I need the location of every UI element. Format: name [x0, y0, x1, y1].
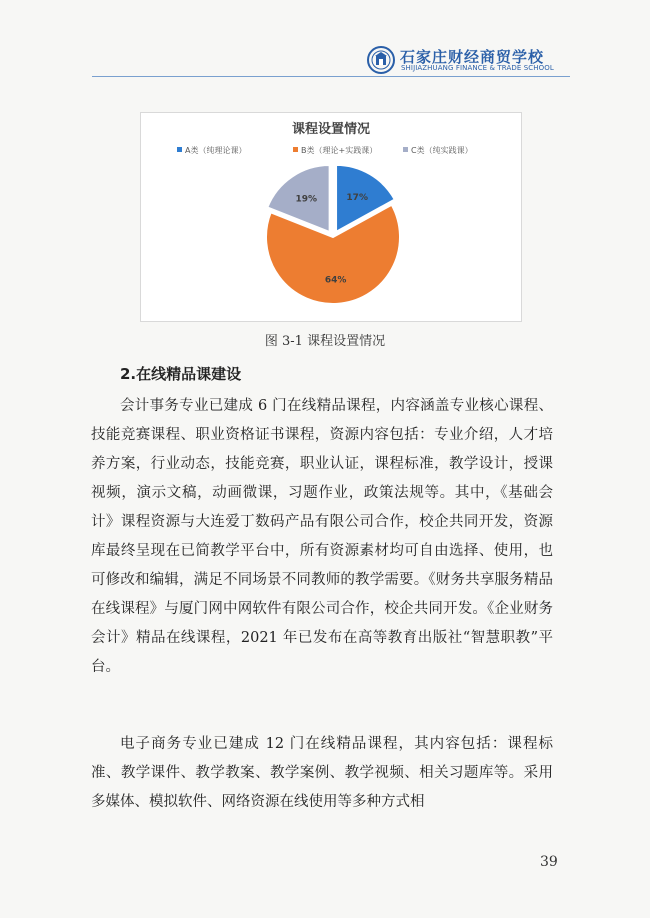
header-divider — [92, 76, 570, 77]
chart-title: 课程设置情况 — [291, 122, 371, 137]
legend-label: A类（纯理论课） — [185, 146, 247, 155]
legend-swatch — [403, 147, 408, 152]
slice-label: 64% — [324, 275, 347, 286]
slice-label: 17% — [346, 193, 368, 204]
school-name-cn: 石家庄财经商贸学校 — [400, 48, 545, 66]
legend-swatch — [293, 147, 298, 152]
slice-b-theory-practice — [266, 205, 400, 304]
legend-swatch — [177, 147, 182, 152]
slice-label: 19% — [295, 194, 318, 205]
legend-label: C类（纯实践课） — [411, 146, 473, 155]
page-number: 39 — [540, 854, 558, 870]
chart-legend — [177, 145, 473, 155]
school-logo-icon — [367, 46, 395, 74]
paragraph-accounting: 会计事务专业已建成 6 门在线精品课程，内容涵盖专业核心课程、技能竞赛课程、职业资格证书课程，资源内容包括：专业介绍，人才培养方案，行业动态，技能竞赛，职业认证，课程标准，教学设计，授课视频，演示文稿，动画微课，习题作业，政策法规等。其中，《基础会计》课程资源与大连爱丁数码产品有限公司合作，校企共同开发，资源库最终呈现在已简教学平台中，所有资源素材均可自由选择、使用，也可修改和编辑，满足不同场景不同教师的教学需要。《财务共享服务精品在线课程》与厦门网中网软件有限公司合作，校企共同开发。《企业财务会计》精品在线课程，2021 年已发布在高等教育出版社“智慧职教”平台。 — [91, 398, 553, 675]
page-header — [92, 40, 570, 76]
pie-chart-svg — [141, 113, 521, 321]
school-name-en: SHIJIAZHUANG FINANCE & TRADE SCHOOL — [401, 64, 554, 72]
legend-label: B类（理论+实践课） — [301, 146, 378, 155]
section-title: 2.在线精品课建设 — [120, 365, 242, 383]
paragraph-ecommerce: 电子商务专业已建成 12 门在线精品课程，其内容包括：课程标准、教学课件、教学教案、教学案例、教学视频、相关习题库等。采用多媒体、模拟软件、网络资源在线使用等多种方式相 — [91, 736, 553, 810]
figure-caption: 图 3-1 课程设置情况 — [264, 334, 386, 349]
course-pie-chart — [140, 112, 522, 322]
